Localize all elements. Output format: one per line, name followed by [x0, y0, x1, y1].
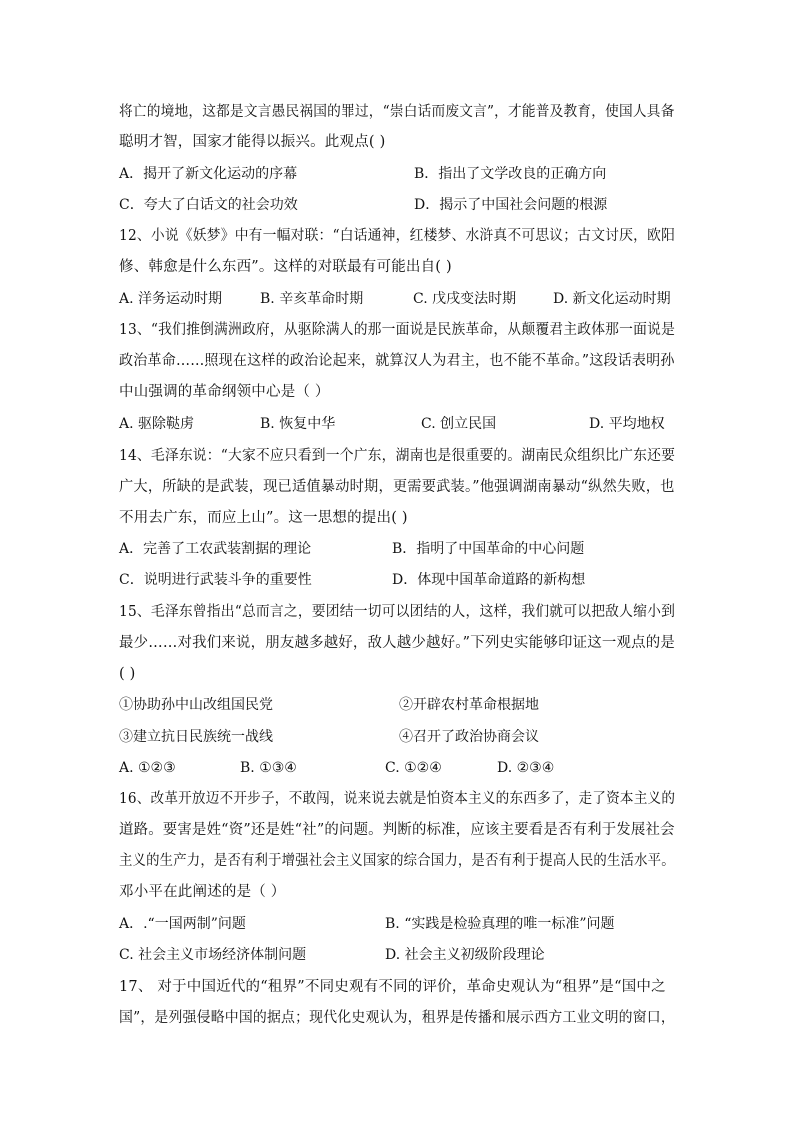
q17-line-2: 国”，是列强侵略中国的据点；现代化史观认为，租界是传播和展示西方工业文明的窗口， [119, 1010, 675, 1026]
q16-line-2: 道路。要害是姓“资”还是姓“社”的问题。判断的标准，应该主要看是否有利于发展社会 [119, 822, 675, 838]
q15-item-3: ③建立抗日民族统一战线 [119, 729, 273, 745]
q11-option-a: A．揭开了新文化运动的序幕 [119, 166, 298, 182]
q13-option-b: B. 恢复中华 [260, 416, 336, 432]
q11-line-2: 聪明才智，国家才能得以振兴。此观点( ) [119, 134, 386, 150]
q12-option-b: B. 辛亥革命时期 [260, 291, 364, 307]
q16-option-a: A．.“一国两制”问题 [119, 916, 246, 932]
q16-line-1: 16、改革开放迈不开步子，不敢闯，说来说去就是怕资本主义的东西多了，走了资本主义的 [119, 791, 676, 807]
q13-line-3: 中山强调的革命纲领中心是（ ） [119, 384, 330, 400]
q12-line-2: 修、韩愈是什么东西”。这样的对联最有可能出自( ) [119, 259, 452, 275]
q17-line-1: 17、 对于中国近代的“租界”不同史观有不同的评价，革命史观认为“租界”是“国中之 [119, 979, 666, 995]
q16-line-4: 邓小平在此阐述的是（ ） [119, 884, 286, 900]
q12-line-1: 12、小说《妖梦》中有一幅对联：“白话通神，红楼梦、水浒真不可思议；古文讨厌，欧阳 [119, 228, 676, 244]
q11-option-d: D．揭示了中国社会问题的根源 [414, 197, 608, 213]
q15-option-d: D. ②③④ [497, 760, 555, 776]
q15-option-c: C. ①②④ [385, 760, 442, 776]
q13-option-a: A. 驱除鞑虏 [119, 416, 195, 432]
q14-option-b: B．指明了中国革命的中心问题 [392, 541, 585, 557]
q15-item-4: ④召开了政治协商会议 [399, 729, 539, 745]
q14-option-c: C．说明进行武装斗争的重要性 [119, 572, 312, 588]
q15-line-3: ( ) [119, 666, 136, 682]
q14-line-1: 14、毛泽东说：“大家不应只看到一个广东，湖南也是很重要的。湖南民众组织比广东还要 [119, 448, 676, 464]
q15-item-1: ①协助孙中山改组国民党 [119, 697, 273, 713]
q12-option-c: C. 戊戌变法时期 [413, 291, 517, 307]
q12-option-d: D. 新文化运动时期 [553, 291, 671, 307]
q14-line-2: 广大，所缺的是武装，现已适值暴动时期，更需要武装。”他强调湖南暴动“纵然失败，也 [119, 479, 675, 495]
q13-line-2: 政治革命……照现在这样的政治论起来，就算汉人为君主，也不能不革命。”这段话表明孙 [119, 353, 675, 369]
q11-option-b: B．指出了文学改良的正确方向 [414, 166, 607, 182]
q13-option-c: C. 创立民国 [421, 416, 497, 432]
q15-item-2: ②开辟农村革命根据地 [399, 697, 539, 713]
q15-line-1: 15、毛泽东曾指出“总而言之，要团结一切可以团结的人，这样，我们就可以把敌人缩小到 [119, 604, 676, 620]
q16-line-3: 主义的生产力，是否有利于增强社会主义国家的综合国力，是否有利于提高人民的生活水平。 [119, 853, 675, 869]
q11-option-c: C．夸大了白话文的社会功效 [119, 197, 298, 213]
q11-line-1: 将亡的境地，这都是文言愚民祸国的罪过，“崇白话而废文言”，才能普及教育，使国人具备 [119, 104, 675, 120]
q14-option-a: A．完善了工农武装割据的理论 [119, 541, 312, 557]
q16-option-c: C. 社会主义市场经济体制问题 [119, 947, 307, 963]
q15-option-a: A. ①②③ [119, 760, 176, 776]
q13-line-1: 13、“我们推倒满洲政府，从驱除满人的那一面说是民族革命，从颠覆君主政体那一面说是 [119, 322, 676, 338]
q13-option-d: D. 平均地权 [589, 416, 665, 432]
q14-line-3: 不用去广东，而应上山”。这一思想的提出( ) [119, 510, 408, 526]
q14-option-d: D．体现中国革命道路的新构想 [392, 572, 586, 588]
q16-option-b: B. “实践是检验真理的唯一标准”问题 [385, 916, 615, 932]
q15-option-b: B. ①③④ [240, 760, 297, 776]
q12-option-a: A. 洋务运动时期 [119, 291, 223, 307]
q15-line-2: 最少……对我们来说，朋友越多越好，敌人越少越好。”下列史实能够印证这一观点的是 [119, 635, 675, 651]
q16-option-d: D. 社会主义初级阶段理论 [385, 947, 545, 963]
